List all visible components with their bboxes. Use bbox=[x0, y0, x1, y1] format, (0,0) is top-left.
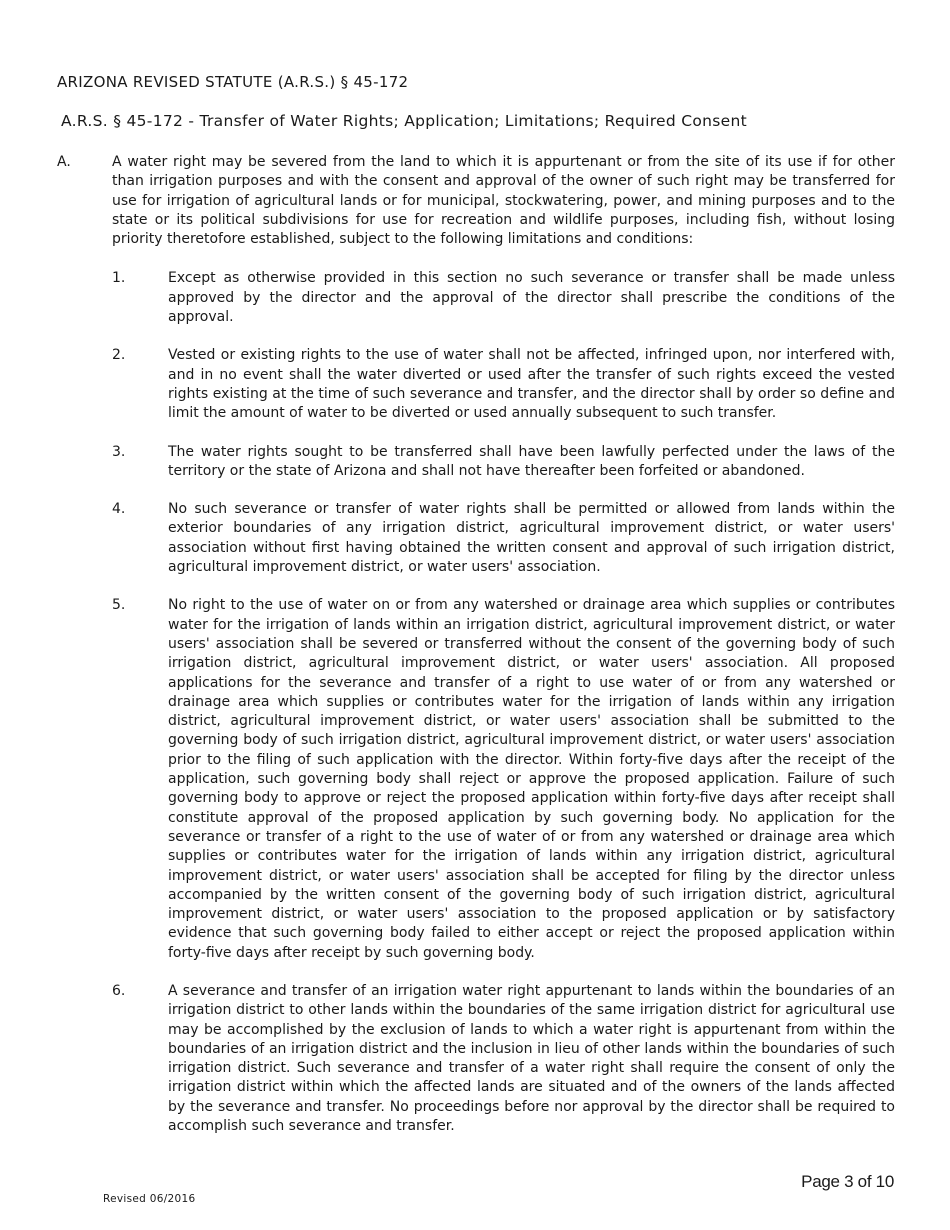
list-item-number: 5. bbox=[112, 597, 126, 614]
list-item-text: No such severance or transfer of water rights shall be permitted or allowed from lands within the exterior boundaries of any irrigation district, agricultural improvement district, or water users' association without first having obtained the written consent and approval of such irrigation district, agricultural improvement district, or water users' association. bbox=[168, 501, 895, 576]
list-item-3 bbox=[112, 443, 895, 482]
section-a-items bbox=[112, 269, 895, 1136]
list-item-number: 3. bbox=[112, 443, 126, 460]
section-a bbox=[57, 153, 895, 1155]
list-item-text: No right to the use of water on or from any watershed or drainage area which supplies or contributes water for the irrigation of lands within an irrigation district, agricultural improvement district, or water users' association shall be severed or transferred without the consent of the governing body of such irrigation district, agricultural improvement district, or water users' association. All proposed applications for the severance and transfer of a right to use water of or from any watershed or drainage area which supplies or contributes water for the irrigation of lands within any irrigation district, agricultural improvement district, or water users' association shall be submitted to the governing body of such irrigation district, agricultural improvement district, or water users' association prior to the filing of such application with the director. Within forty-five days after the receipt of the application, such governing body shall reject or approve the proposed application. Failure of such governing body to approve or reject the proposed application within forty-five days after receipt shall constitute approval of the proposed application by such governing body. No application for the severance or transfer of a right to the use of water of or from any watershed or drainage area which supplies or contributes water for the irrigation of lands within any irrigation district, agricultural improvement district, or water users' association shall be accepted for filing by the director unless accompanied by the written consent of the governing body of such irrigation district, agricultural improvement district, or water users' association to the proposed application or by satisfactory evidence that such governing body failed to either accept or reject the proposed application within forty-five days after receipt by such governing body. bbox=[168, 597, 895, 961]
list-item-6 bbox=[112, 982, 895, 1136]
statute-title: A.R.S. § 45-172 - Transfer of Water Rights; Application; Limitations; Required Consent bbox=[61, 112, 747, 130]
section-a-label: A. bbox=[57, 154, 71, 170]
list-item-number: 2. bbox=[112, 347, 126, 364]
list-item-text: The water rights sought to be transferred shall have been lawfully perfected under the laws of the territory or the state of Arizona and shall not have thereafter been forfeited or abandoned. bbox=[168, 443, 895, 479]
list-item-text: Except as otherwise provided in this section no such severance or transfer shall be made unless approved by the director and the approval of the director shall prescribe the conditions of the approval. bbox=[168, 270, 895, 326]
list-item-number: 4. bbox=[112, 501, 126, 518]
page-number: Page 3 of 10 bbox=[801, 1172, 894, 1191]
list-item-4 bbox=[112, 500, 895, 577]
list-item-5 bbox=[112, 596, 895, 963]
statute-heading: ARIZONA REVISED STATUTE (A.R.S.) § 45-172 bbox=[57, 73, 409, 91]
list-item-text: A severance and transfer of an irrigation water right appurtenant to lands within the boundaries of an irrigation district to other lands within the boundaries of the same irrigation district for agricultural use may be accomplished by the exclusion of lands to which a water right is appurtenant from within the boundaries of an irrigation district and the inclusion in lieu of other lands within the boundaries of such irrigation district. Such severance and transfer of a water right shall require the consent of only the irrigation district within which the affected lands are situated and of the owners of the lands affected by the severance and transfer. No proceedings before nor approval by the director shall be required to accomplish such severance and transfer. bbox=[168, 982, 895, 1135]
list-item-number: 6. bbox=[112, 982, 126, 999]
list-item-text: Vested or existing rights to the use of water shall not be affected, infringed upon, nor interfered with, and in no event shall the water diverted or used after the transfer of such rights exceed the vested rights existing at the time of such severance and transfer, and the director shall by order so define and limit the amount of water to be diverted or used annually subsequent to such transfer. bbox=[168, 347, 895, 422]
list-item-1 bbox=[112, 269, 895, 327]
list-item-2 bbox=[112, 346, 895, 423]
section-a-text: A water right may be severed from the land to which it is appurtenant or from the site of its use if for other than irrigation purposes and with the consent and approval of the owner of such right may be transferred for use for irrigation of agricultural lands or for municipal, stockwatering, power, and mining purposes and to the state or its political subdivisions for use for recreation and wildlife purposes, including fish, without losing priority theretofore established, subject to the following limitations and conditions: bbox=[112, 154, 895, 248]
list-item-number: 1. bbox=[112, 270, 126, 287]
revised-date: Revised 06/2016 bbox=[103, 1193, 196, 1205]
